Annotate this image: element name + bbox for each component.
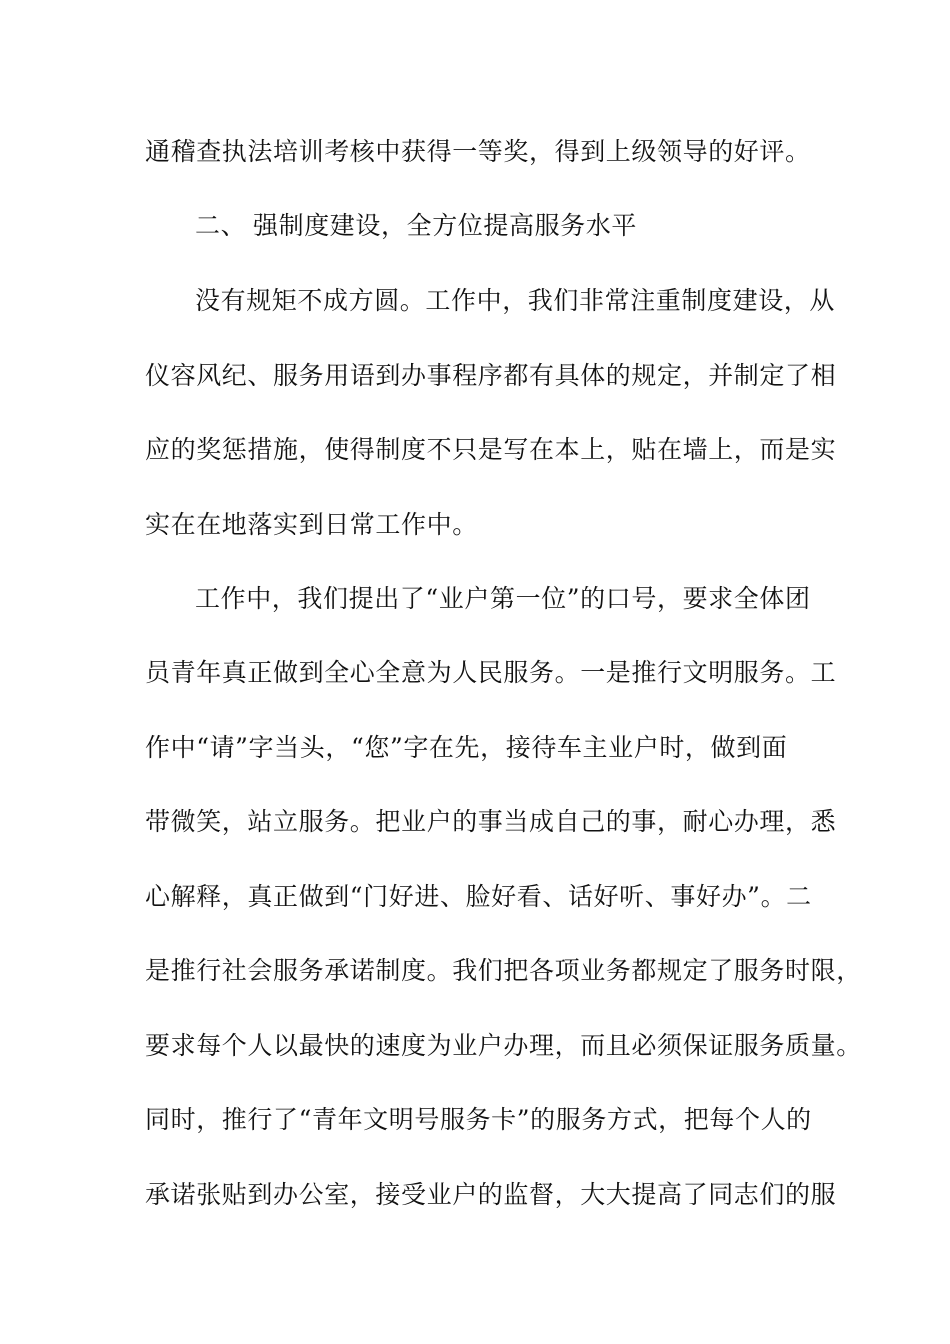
paragraph-line: 承诺张贴到办公室，接受业户的监督，大大提高了同志们的服 xyxy=(145,1180,837,1209)
paragraph-line: 是推行社会服务承诺制度。我们把各项业务都规定了服务时限， xyxy=(145,956,862,985)
paragraph-line: 工作中，我们提出了“业户第一位”的口号，要求全体团 xyxy=(195,584,811,613)
paragraph-line: 应的奖惩措施，使得制度不只是写在本上，贴在墙上，而是实 xyxy=(145,435,837,464)
paragraph-line: 实在在地落实到日常工作中。 xyxy=(145,510,478,539)
paragraph-line: 通稽查执法培训考核中获得一等奖，得到上级领导的好评。 xyxy=(145,137,811,166)
paragraph-line: 没有规矩不成方圆。工作中，我们非常注重制度建设，从 xyxy=(195,286,836,315)
paragraph-line: 带微笑，站立服务。把业户的事当成自己的事，耐心办理，悉 xyxy=(145,807,837,836)
paragraph-line: 要求每个人以最快的速度为业户办理，而且必须保证服务质量。 xyxy=(145,1031,862,1060)
paragraph-line: 同时，推行了“青年文明号服务卡”的服务方式，把每个人的 xyxy=(145,1105,812,1134)
section-heading-number: 二、 xyxy=(195,211,247,240)
section-heading xyxy=(195,211,885,241)
paragraph-line: 员青年真正做到全心全意为人民服务。一是推行文明服务。工 xyxy=(145,658,837,687)
paragraph-line: 作中“请”字当头，“您”字在先，接待车主业户时，做到面 xyxy=(145,733,788,762)
paragraph-line: 心解释，真正做到“门好进、脸好看、话好听、事好办”。二 xyxy=(145,882,812,911)
section-heading-text: 强制度建设，全方位提高服务水平 xyxy=(253,211,638,240)
paragraph-line: 仪容风纪、服务用语到办事程序都有具体的规定，并制定了相 xyxy=(145,361,837,390)
